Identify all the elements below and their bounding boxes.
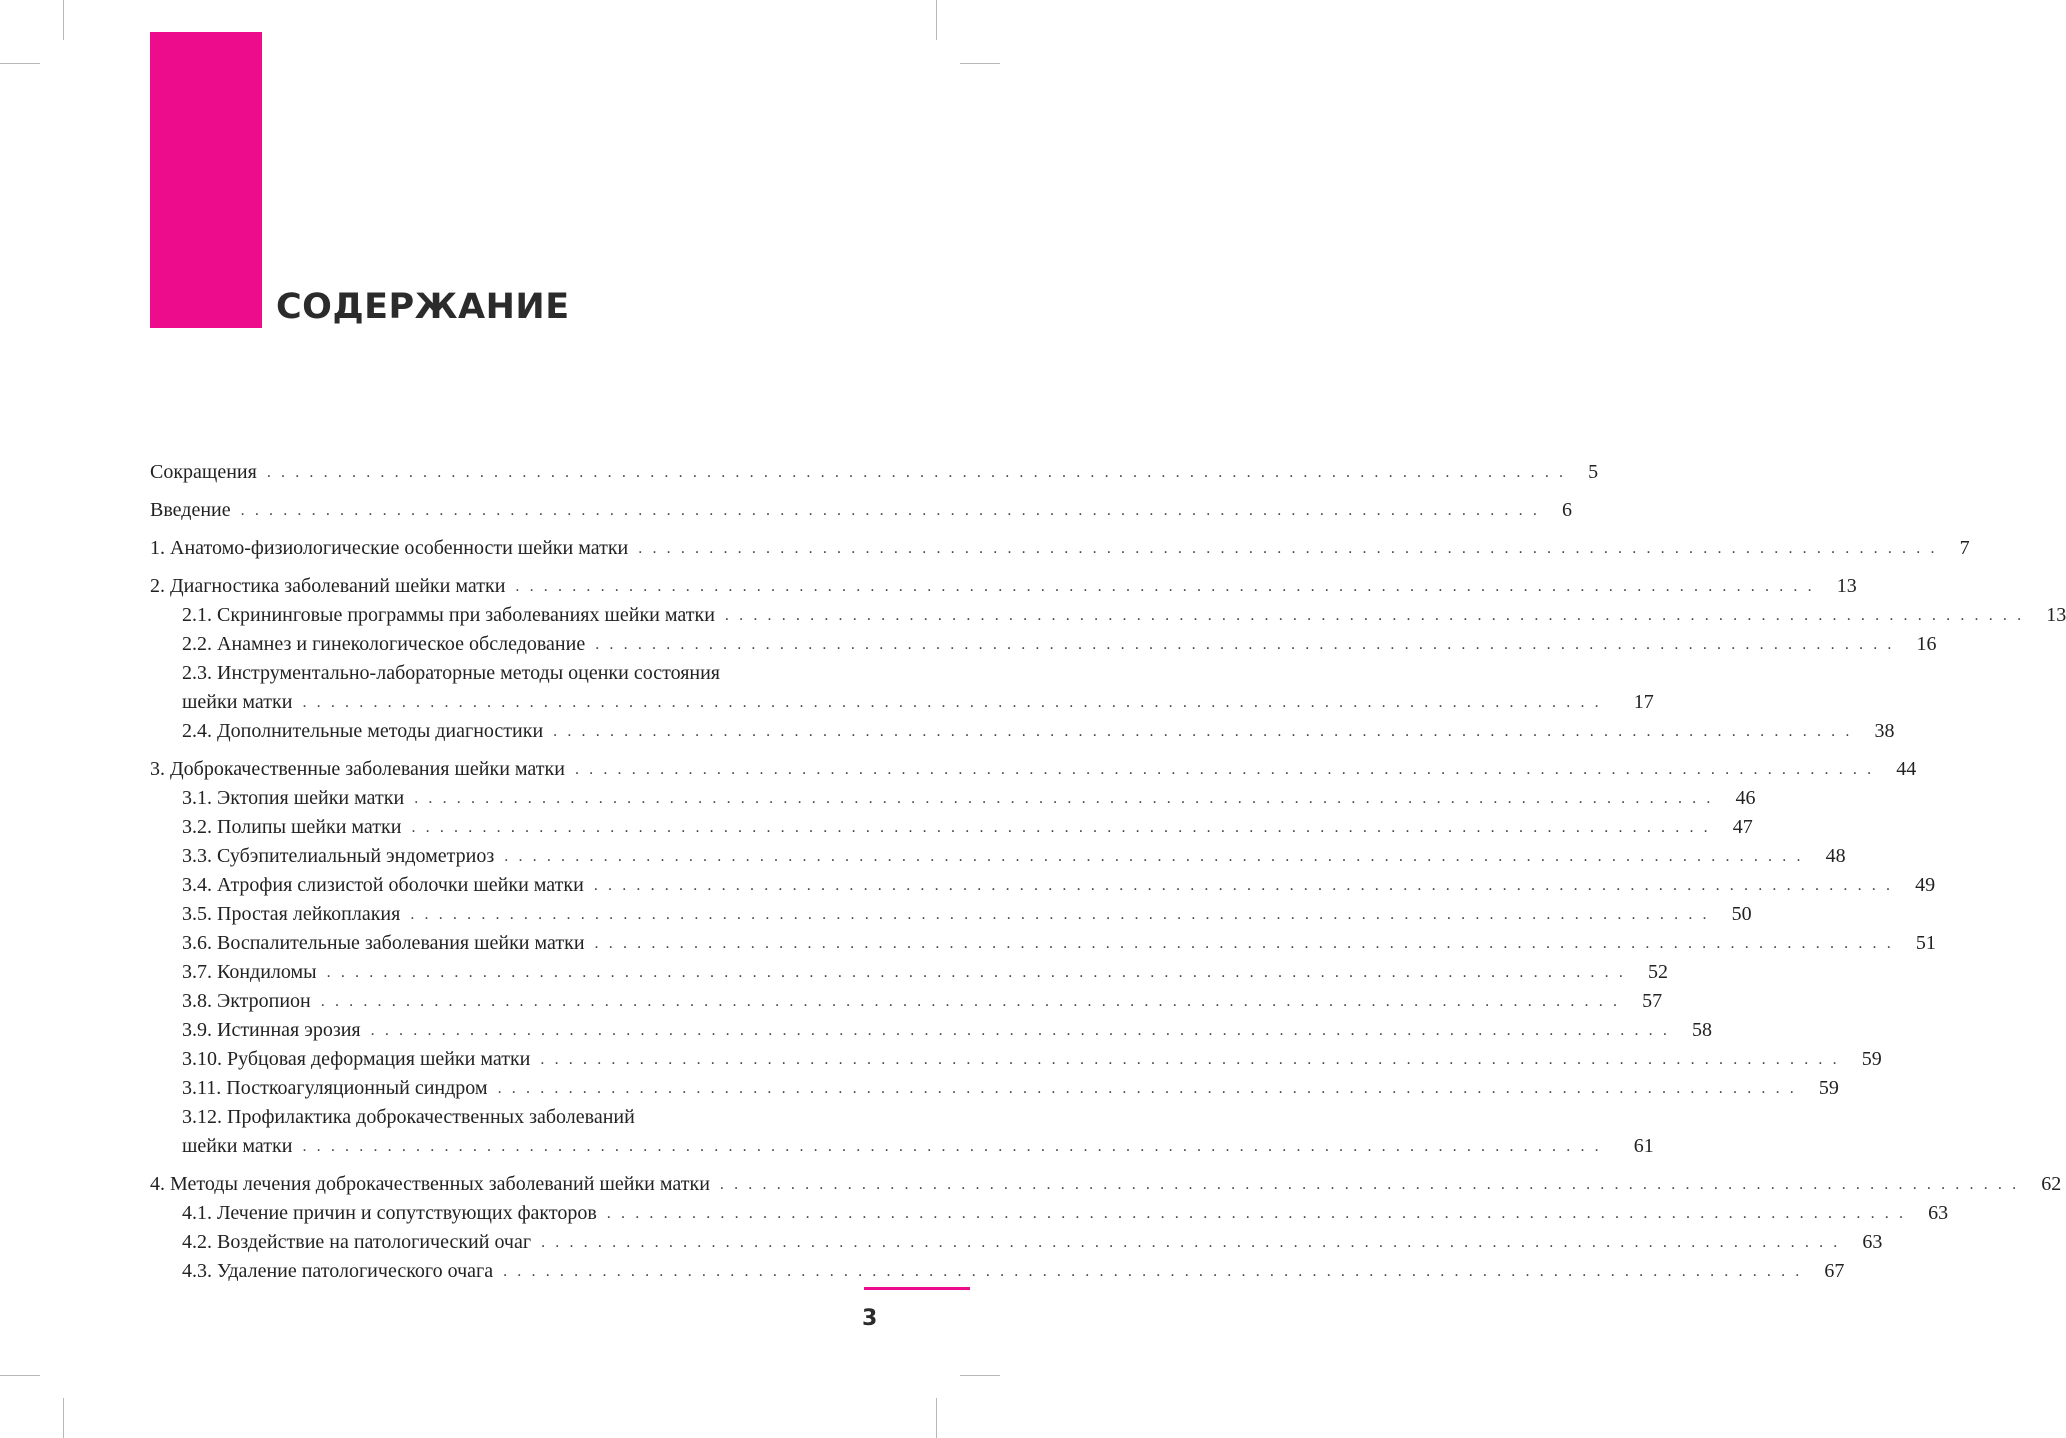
toc-entry-3-7[interactable] — [150, 958, 1668, 987]
toc-entry-label: 3.1. Эктопия шейки матки — [182, 787, 405, 809]
crop-mark — [936, 1398, 937, 1438]
toc-entry-label: 3.11. Посткоагуляционный синдром — [182, 1077, 488, 1099]
toc-entry-label: 4.1. Лечение причин и сопутствующих факторов — [182, 1202, 597, 1224]
toc-section — [150, 496, 1572, 525]
toc-entry-introduction[interactable] — [150, 496, 1572, 525]
toc-entry-label: 4. Методы лечения доброкачественных заболеваний шейки матки — [150, 1173, 710, 1195]
toc-entry-2-3[interactable] — [150, 659, 1654, 717]
toc-entry-3-5[interactable] — [150, 900, 1752, 929]
toc-entry-line2 — [182, 1132, 1654, 1161]
toc-entry-label: 2.1. Скрининговые программы при заболеваниях шейки матки — [182, 604, 715, 626]
toc-entry-3-2[interactable] — [150, 813, 1753, 842]
toc-page-number: 17 — [1633, 691, 1654, 713]
toc-page-number: 63 — [1928, 1202, 1949, 1224]
dot-leader — [321, 987, 1620, 1016]
crop-mark — [960, 63, 1000, 64]
toc-entry-3-12[interactable] — [150, 1103, 1654, 1161]
dot-leader — [515, 572, 1814, 601]
toc-page-number: 62 — [2041, 1173, 2062, 1195]
dot-leader — [595, 929, 1894, 958]
toc-entry-label: 2.3. Инструментально-лабораторные методы оценки состояния — [182, 662, 721, 684]
toc-page-number: 47 — [1732, 816, 1753, 838]
crop-mark — [0, 63, 40, 64]
toc-entry-line2 — [182, 688, 1654, 717]
toc-entry-label: 3.5. Простая лейкоплакия — [182, 903, 401, 925]
toc-page-number: 61 — [1633, 1135, 1654, 1157]
dot-leader — [594, 871, 1893, 900]
dot-leader — [607, 1199, 1906, 1228]
toc-page-number: 67 — [1824, 1260, 1845, 1282]
crop-mark — [936, 0, 937, 40]
crop-mark — [63, 0, 64, 40]
toc-page-number: 63 — [1862, 1231, 1883, 1253]
toc-entry-label: 3.3. Субэпителиальный эндометриоз — [182, 845, 495, 867]
toc-section — [150, 534, 1970, 563]
dot-leader — [725, 601, 2024, 630]
toc-page-number: 16 — [1916, 633, 1937, 655]
toc-page-number: 57 — [1642, 990, 1663, 1012]
dot-leader — [553, 717, 1852, 746]
toc-entry-4-3[interactable] — [150, 1257, 1845, 1286]
toc-entry-label-continued: шейки матки — [182, 1135, 293, 1157]
toc-entry-label: 3.2. Полипы шейки матки — [182, 816, 402, 838]
dot-leader — [595, 630, 1894, 659]
toc-entry-2-1[interactable] — [150, 601, 2066, 630]
toc-page-number: 44 — [1896, 758, 1917, 780]
crop-mark — [63, 1398, 64, 1438]
toc-page-number: 59 — [1818, 1077, 1839, 1099]
chapter-accent-bar — [150, 32, 262, 328]
toc-entry-2-4[interactable] — [150, 717, 1895, 746]
toc-entry-label: 4.3. Удаление патологического очага — [182, 1260, 494, 1282]
toc-page-number: 5 — [1588, 461, 1599, 483]
dot-leader — [302, 688, 1601, 717]
toc-page-number: 49 — [1915, 874, 1936, 896]
page-number-rule — [864, 1287, 970, 1290]
toc-page-number: 13 — [2046, 604, 2066, 626]
toc-section — [150, 1170, 2062, 1286]
dot-leader — [410, 900, 1709, 929]
toc-entry-3-11[interactable] — [150, 1074, 1839, 1103]
dot-leader — [302, 1132, 1601, 1161]
toc-entry-abbreviations[interactable] — [150, 458, 1599, 487]
toc-page-number: 7 — [1959, 537, 1970, 559]
toc-entry-chapter-2[interactable] — [150, 572, 1857, 601]
toc-entry-3-3[interactable] — [150, 842, 1846, 871]
dot-leader — [371, 1016, 1670, 1045]
toc-page-number: 59 — [1861, 1048, 1882, 1070]
toc-entry-label: 2. Диагностика заболеваний шейки матки — [150, 575, 506, 597]
toc-entry-label: Введение — [150, 499, 231, 521]
dot-leader — [414, 784, 1713, 813]
toc-section — [150, 572, 2066, 746]
dot-leader — [241, 496, 1540, 525]
crop-mark — [0, 1375, 40, 1376]
dot-leader — [504, 842, 1803, 871]
toc-page-number: 38 — [1874, 720, 1895, 742]
toc-entry-multiline — [182, 659, 1654, 717]
dot-leader — [575, 755, 1874, 784]
toc-entry-label-continued: шейки матки — [182, 691, 293, 713]
dot-leader — [503, 1257, 1802, 1286]
dot-leader — [720, 1170, 2019, 1199]
toc-section — [150, 458, 1599, 487]
toc-entry-2-2[interactable] — [150, 630, 1937, 659]
toc-entry-label: 3.6. Воспалительные заболевания шейки матки — [182, 932, 585, 954]
dot-leader — [327, 958, 1626, 987]
page-number: 3 — [862, 1306, 878, 1331]
toc-entry-4-1[interactable] — [150, 1199, 1949, 1228]
toc-entry-4-2[interactable] — [150, 1228, 1883, 1257]
toc-page-number: 50 — [1731, 903, 1752, 925]
dot-leader — [541, 1228, 1840, 1257]
crop-mark — [960, 1375, 1000, 1376]
table-of-contents — [150, 458, 2066, 1295]
toc-entry-label: 2.4. Дополнительные методы диагностики — [182, 720, 544, 742]
dot-leader — [267, 458, 1566, 487]
toc-entry-3-10[interactable] — [150, 1045, 1882, 1074]
toc-entry-3-1[interactable] — [150, 784, 1756, 813]
toc-entry-chapter-3[interactable] — [150, 755, 1917, 784]
dot-leader — [638, 534, 1937, 563]
toc-entry-3-6[interactable] — [150, 929, 1936, 958]
toc-entry-label: 3.9. Истинная эрозия — [182, 1019, 361, 1041]
toc-entry-label: 4.2. Воздействие на патологический очаг — [182, 1231, 532, 1253]
toc-entry-chapter-4[interactable] — [150, 1170, 2062, 1199]
toc-entry-label: 3. Доброкачественные заболевания шейки матки — [150, 758, 565, 780]
toc-page-number: 52 — [1647, 961, 1668, 983]
toc-entry-label: 3.4. Атрофия слизистой оболочки шейки матки — [182, 874, 584, 896]
toc-entry-label: 2.2. Анамнез и гинекологическое обследование — [182, 633, 586, 655]
toc-page-number: 13 — [1836, 575, 1857, 597]
toc-page-number: 58 — [1691, 1019, 1712, 1041]
toc-entry-label: 3.12. Профилактика доброкачественных заболеваний — [182, 1106, 635, 1128]
toc-entry-label: 1. Анатомо-физиологические особенности шейки матки — [150, 537, 629, 559]
toc-entry-multiline — [182, 1103, 1654, 1161]
toc-page-number: 46 — [1735, 787, 1756, 809]
toc-entry-label: 3.10. Рубцовая деформация шейки матки — [182, 1048, 531, 1070]
toc-entry-3-8[interactable] — [150, 987, 1663, 1016]
toc-entry-3-4[interactable] — [150, 871, 1936, 900]
dot-leader — [540, 1045, 1839, 1074]
toc-page-number: 6 — [1561, 499, 1572, 521]
dot-leader — [498, 1074, 1797, 1103]
toc-section — [150, 755, 1936, 1161]
toc-page-number: 48 — [1825, 845, 1846, 867]
toc-entry-3-9[interactable] — [150, 1016, 1712, 1045]
toc-entry-label: Сокращения — [150, 461, 257, 483]
toc-entry-label: 3.7. Кондиломы — [182, 961, 317, 983]
dot-leader — [411, 813, 1710, 842]
toc-entry-label: 3.8. Эктропион — [182, 990, 311, 1012]
toc-page-number: 51 — [1915, 932, 1936, 954]
toc-entry-chapter-1[interactable] — [150, 534, 1970, 563]
page-title: СОДЕРЖАНИЕ — [276, 287, 570, 327]
